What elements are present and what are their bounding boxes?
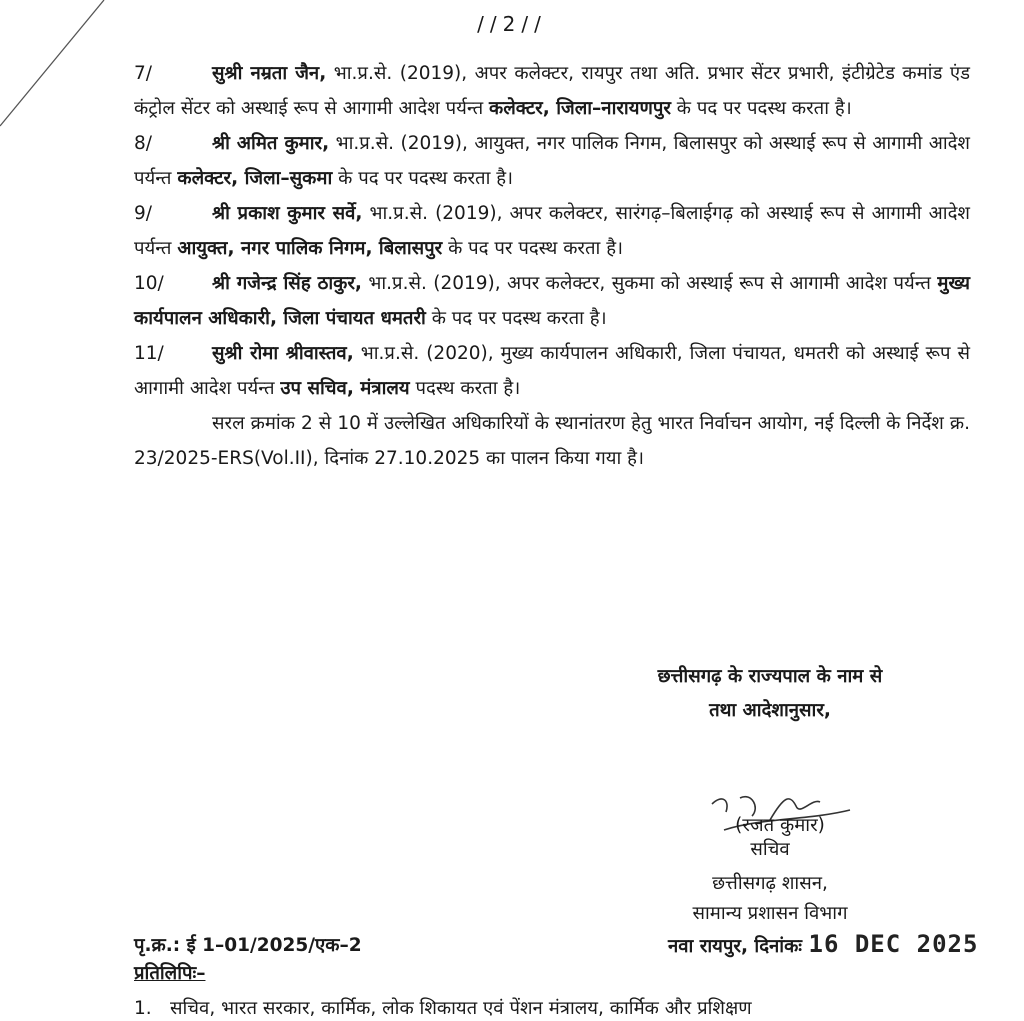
paragraph-number: 7/ (134, 63, 153, 84)
copy-heading: प्रतिलिपिः– (134, 963, 206, 984)
paragraph-text: भा.प्र.से. (2019), आयुक्त, नगर पालिक निगम, बिलासपुर को अस्थाई रूप से आगामी आदेश पर्यन्त (134, 133, 971, 189)
reference-number: पृ.क्र.: ई 1–01/2025/एक–2 (134, 935, 362, 956)
paragraph-text: पदस्थ करता है। (409, 378, 521, 399)
order-body (134, 56, 970, 476)
paragraph-text: के पद पर पदस्थ करता है। (425, 308, 607, 329)
new-post: उप सचिव, मंत्रालय (280, 378, 410, 399)
paragraph-11 (134, 336, 970, 406)
date-stamp: 16 DEC 2025 (808, 930, 979, 958)
paragraph-text: के पद पर पदस्थ करता है। (670, 98, 852, 119)
copy-item-number: 1. (134, 998, 152, 1019)
officer-name: श्री अमित कुमार, (212, 133, 330, 154)
signatory-designation: सचिव (750, 839, 790, 860)
new-post: आयुक्त, नगर पालिक निगम, बिलासपुर (177, 238, 443, 259)
new-post: कलेक्टर, जिला–नारायणपुर (489, 98, 671, 119)
paragraph-text: भा.प्र.से. (2019), अपर कलेक्टर, सारंगढ़–बिलाईगढ़ को अस्थाई रूप से आगामी आदेश पर्यन्त (134, 203, 970, 259)
authority-line-1: छत्तीसगढ़ के राज्यपाल के नाम से (657, 666, 883, 687)
compliance-note: सरल क्रमांक 2 से 10 में उल्लेखित अधिकारियों के स्थानांतरण हेतु भारत निर्वाचन आयोग, नई दिल्ली के निर्देश क्र. 23/2025-ERS(Vol.II), दिनांक 27.10.2025 का पालन किया गया है। (134, 413, 970, 469)
paragraph-number: 10/ (134, 273, 164, 294)
officer-name: सुश्री नम्रता जैन, (212, 63, 327, 84)
paragraph-text: के पद पर पदस्थ करता है। (442, 238, 624, 259)
paragraph-8 (134, 126, 970, 196)
paragraph-7 (134, 56, 970, 126)
paragraph-text: भा.प्र.से. (2020), मुख्य कार्यपालन अधिकारी, जिला पंचायत, धमतरी को अस्थाई रूप से आगामी आदेश पर्यन्त (134, 343, 970, 399)
page-number: //2// (477, 12, 547, 36)
new-post: मुख्य कार्यपालन अधिकारी, जिला पंचायत धमतरी (134, 273, 970, 329)
paragraph-number: 8/ (134, 133, 153, 154)
paragraph-text: भा.प्र.से. (2019), अपर कलेक्टर, रायपुर तथा अति. प्रभार सेंटर प्रभारी, इंटीग्रेटेड कमांड एंड कंट्रोल सेंटर को अस्थाई रूप से आगामी आदेश पर्यन्त (134, 63, 970, 119)
paragraph-number: 9/ (134, 203, 153, 224)
paragraph-text: के पद पर पदस्थ करता है। (332, 168, 514, 189)
signatory-name: (रजत कुमार) (735, 815, 825, 836)
paragraph-9 (134, 196, 970, 266)
copy-item-text: सचिव, भारत सरकार, कार्मिक, लोक शिकायत एवं पेंशन मंत्रालय, कार्मिक और प्रशिक्षण (170, 998, 752, 1019)
paragraph-number: 11/ (134, 343, 164, 364)
officer-name: श्री गजेन्द्र सिंह ठाकुर, (212, 273, 362, 294)
signatory-department: सामान्य प्रशासन विभाग (692, 903, 848, 924)
authority-block (580, 660, 960, 728)
date-label: नवा रायपुर, दिनांकः (668, 936, 803, 957)
authority-line-2: तथा आदेशानुसार, (709, 700, 831, 721)
paragraph-text: भा.प्र.से. (2019), अपर कलेक्टर, सुकमा को अस्थाई रूप से आगामी आदेश पर्यन्त (361, 273, 938, 294)
new-post: कलेक्टर, जिला–सुकमा (177, 168, 333, 189)
officer-name: श्री प्रकाश कुमार सर्वे, (212, 203, 363, 224)
date-line (668, 930, 978, 958)
copy-list-item (134, 995, 994, 1020)
paragraph-10 (134, 266, 970, 336)
officer-name: सुश्री रोमा श्रीवास्तव, (212, 343, 354, 364)
signatory-government: छत्तीसगढ़ शासन, (712, 873, 828, 894)
